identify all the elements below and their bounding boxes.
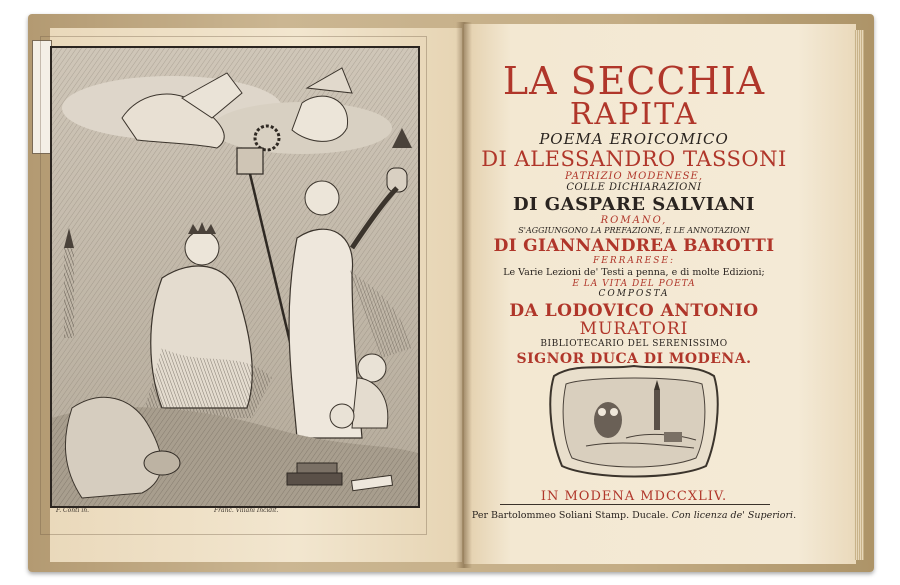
editor-origin: FERRARESE: (593, 256, 675, 266)
engraving-credit-designer: F. Conti in. (56, 507, 90, 514)
annotator: DI GASPARE SALVIANI (513, 194, 755, 215)
life-note: E LA VITA DEL POETA (572, 278, 696, 289)
with-notes: COLLE DICHIARAZIONI (566, 182, 702, 193)
subtitle: POEMA EROICOMICO (539, 130, 729, 148)
vignette-illustration (546, 362, 722, 480)
title-page-text (454, 59, 814, 367)
editor: DI GIANNANDREA BAROTTI (493, 236, 775, 256)
variants-note: Le Varie Lezioni de' Testi a penna, e di molte Edizioni; (503, 267, 765, 278)
page-edges (854, 30, 864, 560)
biographer-line-2: MURATORI (579, 318, 689, 339)
engraving-illustration (52, 48, 418, 506)
title-line-1: LA SECCHIA (502, 59, 766, 103)
patron: SIGNOR DUCA DI MODENA. (516, 350, 752, 367)
imprint-printer-line (454, 510, 814, 521)
imprint-place-date: IN MODENA MDCCXLIV. (540, 489, 728, 504)
imprint-printer: Per Bartolommeo Soliani Stamp. Ducale. (471, 510, 669, 521)
printers-device-vignette (546, 362, 722, 480)
composed-note: COMPOSTA (598, 288, 670, 299)
author-rank: PATRIZIO MODENESE, (564, 171, 704, 182)
imprint-license: Con licenza de' Superiori. (671, 510, 797, 521)
biographer-role: BIBLIOTECARIO DEL SERENISSIMO (540, 338, 728, 349)
annotator-origin: ROMANO, (600, 215, 668, 226)
imprint-rule (500, 504, 770, 505)
addition-note: S'AGGIUNGONO LA PREFAZIONE, E LE ANNOTAZIONI (518, 226, 750, 235)
engraving-credit-engraver: Franc. Villani Incidit. (214, 507, 279, 514)
biographer-line-1: DA LODOVICO ANTONIO (509, 300, 759, 321)
author: DI ALESSANDRO TASSONI (481, 147, 787, 171)
frontispiece-engraving (50, 46, 420, 508)
title-line-2: RAPITA (569, 97, 699, 132)
